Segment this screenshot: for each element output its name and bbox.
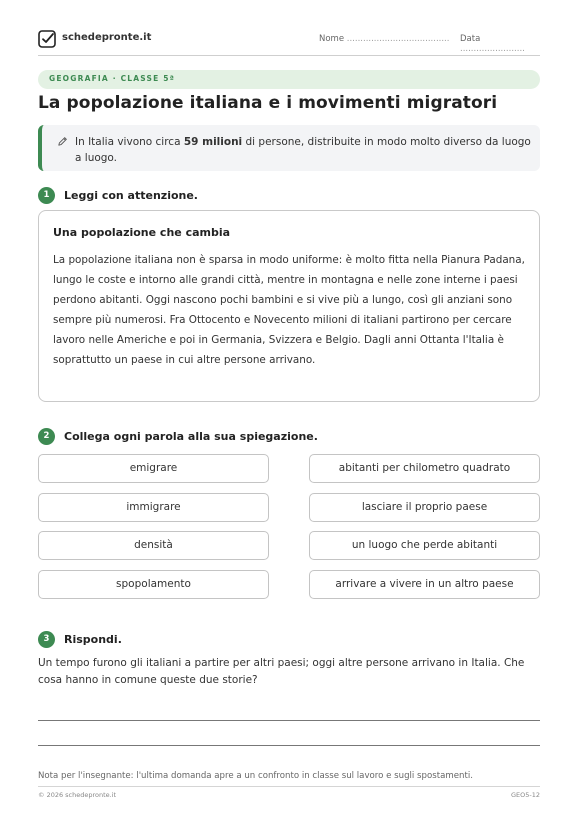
footer-divider [38,786,540,787]
subject-badge [38,70,540,89]
word-box[interactable]: densità [38,531,269,560]
page-title: La popolazione italiana e i movimenti migratori [38,93,498,113]
intro-highlight: 59 milioni [183,136,243,148]
worksheet-code: GEO5-12 [510,791,540,799]
definition-box[interactable]: lasciare il proprio paese [309,493,540,522]
name-dots: ...................................... [346,34,450,44]
subject-label: GEOGRAFIA · CLASSE 5ª [49,74,176,83]
header [38,30,540,56]
answer-line[interactable] [38,720,540,721]
date-label: Data [460,34,481,44]
date-field[interactable] [460,34,540,54]
section-title: Rispondi. [64,633,122,646]
footer-copyright: © 2026 schedepronte.it [38,791,117,799]
definition-box[interactable]: un luogo che perde abitanti [309,531,540,560]
section-number: 1 [38,187,55,204]
answer-line[interactable] [38,745,540,746]
reading-box [38,210,540,402]
word-box[interactable]: emigrare [38,454,269,483]
brand-name: schedepronte.it [62,32,152,43]
section-number: 3 [38,631,55,648]
date-dots: ........................ [460,44,525,54]
word-box[interactable]: spopolamento [38,570,269,599]
definition-box[interactable]: arrivare a vivere in un altro paese [309,570,540,599]
reading-title: Una popolazione che cambia [53,226,231,239]
question-text: Un tempo furono gli italiani a partire per altri paesi; oggi altre persone arrivano in Italia. Che cosa hanno in comune queste due storie? [38,657,525,686]
pencil-icon [57,136,68,147]
reading-text: La popolazione italiana non è sparsa in modo uniforme: è molto fitta nella Pianura Padana, lungo le coste e intorno alle grandi città, mentre in montagna e nelle zone interne i paesi perdono abitanti. Oggi nascono pochi bambini e si vive più a lungo, così gli anziani sono sempre più numerosi. Fra Ottocento e Novecento milioni di italiani partirono per cercare lavoro nelle Americhe e poi in Germania, Svizzera e Belgio. Dagli anni Ottanta l'Italia è soprattutto un paese in cui altre persone arrivano. [53,254,525,366]
intro-text-start: In Italia vivono circa [75,136,184,148]
name-label: Nome [319,34,345,44]
intro-text-end: di persone, distribuite in modo molto diverso da luogo a luogo. [75,136,531,164]
section-title: Leggi con attenzione. [64,189,198,202]
teacher-note: Nota per l'insegnante: l'ultima domanda apre a un confronto in classe sul lavoro e sugli spostamenti. [38,771,473,781]
name-field[interactable] [319,34,449,44]
intro-callout [38,125,540,171]
checkbox-icon [38,30,56,48]
section-number: 2 [38,428,55,445]
section-title: Collega ogni parola alla sua spiegazione. [64,430,318,443]
word-box[interactable]: immigrare [38,493,269,522]
intro-text [75,134,535,166]
definition-box[interactable]: abitanti per chilometro quadrato [309,454,540,483]
